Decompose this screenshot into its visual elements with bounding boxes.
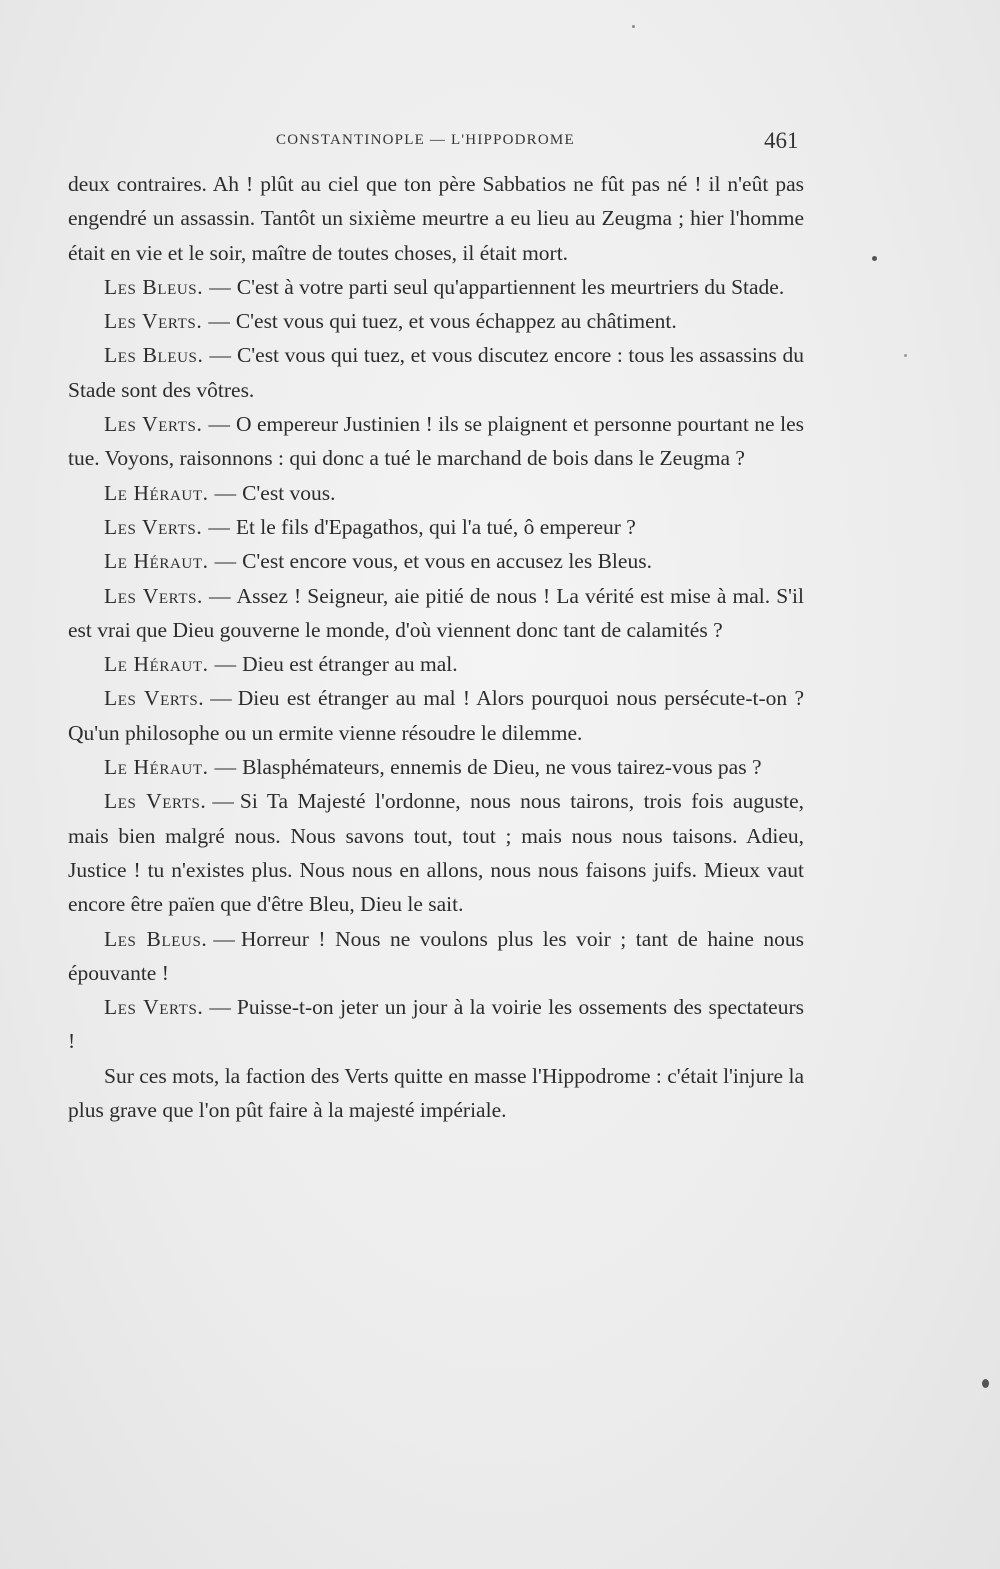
dialogue-paragraph — [68, 510, 804, 544]
paragraph-text: deux contraires. Ah ! plût au ciel que ton père Sabbatios ne fût pas né ! il n'eût pas engendré un assassin. Tantôt un sixième meurtre a eu lieu au Zeugma ; hier l'homme était en vie et le soir, maître de toutes choses, il était mort. — [68, 172, 804, 265]
speaker-name: Le Héraut. — [104, 755, 209, 780]
dialogue-paragraph — [68, 784, 804, 921]
ink-speck — [872, 256, 877, 261]
dialogue-paragraph — [68, 922, 804, 991]
paragraph-text: C'est vous. — [242, 480, 336, 505]
ink-speck — [632, 25, 635, 28]
speaker-name: Les Verts. — [104, 789, 207, 814]
em-dash: — — [214, 652, 237, 677]
em-dash: — — [209, 995, 231, 1020]
ink-speck — [904, 354, 907, 357]
dialogue-paragraph — [68, 647, 804, 681]
paragraph — [68, 1059, 804, 1128]
speaker-name: Les Bleus. — [104, 274, 204, 299]
paragraph-text: Dieu est étranger au mal. — [242, 652, 458, 677]
speaker-name: Les Verts. — [104, 686, 205, 711]
speaker-name: Les Verts. — [104, 309, 203, 334]
speaker-name: Le Héraut. — [104, 549, 209, 574]
speaker-name: Les Verts. — [104, 514, 203, 539]
page-header — [0, 128, 1000, 158]
em-dash: — — [210, 686, 232, 711]
paragraph-text: Assez ! Seigneur, aie pitié de nous ! La vérité est mise à mal. S'il est vrai que Dieu gouverne le monde, d'où viennent donc tant de calamités ? — [68, 583, 804, 642]
em-dash: — — [214, 480, 237, 505]
dialogue-paragraph — [68, 750, 804, 784]
em-dash: — — [214, 755, 237, 780]
speaker-name: Les Bleus. — [104, 926, 208, 951]
dialogue-paragraph — [68, 476, 804, 510]
em-dash: — — [209, 583, 231, 608]
paragraph-text: Puisse-t-on jeter un jour à la voirie les ossements des spectateurs ! — [68, 995, 804, 1054]
paragraph-text: Et le fils d'Epagathos, qui l'a tué, ô empereur ? — [235, 514, 636, 539]
paragraph-text: Dieu est étranger au mal ! Alors pourquoi nous persécute-t-on ? Qu'un philosophe ou un ermite vienne résoudre le dilemme. — [68, 686, 804, 745]
speaker-name: Le Héraut. — [104, 480, 209, 505]
em-dash: — — [209, 274, 231, 299]
paragraph-text: Blasphémateurs, ennemis de Dieu, ne vous tairez-vous pas ? — [242, 755, 762, 780]
speaker-name: Le Héraut. — [104, 652, 209, 677]
em-dash: — — [208, 309, 230, 334]
paragraph-text: C'est encore vous, et vous en accusez les Bleus. — [242, 549, 652, 574]
speaker-name: Les Verts. — [104, 412, 203, 437]
dialogue-paragraph — [68, 579, 804, 648]
paragraph-text: C'est vous qui tuez, et vous échappez au châtiment. — [235, 309, 677, 334]
dialogue-paragraph — [68, 407, 804, 476]
running-head: CONSTANTINOPLE — L'HIPPODROME — [276, 132, 575, 148]
paragraph-text: C'est vous qui tuez, et vous discutez encore : tous les assassins du Stade sont des vôtres. — [68, 343, 804, 402]
ink-speck — [982, 1379, 989, 1388]
em-dash: — — [213, 926, 235, 951]
paragraph-text: Horreur ! Nous ne voulons plus les voir ; tant de haine nous épouvante ! — [68, 926, 804, 985]
dialogue-paragraph — [68, 304, 804, 338]
em-dash: — — [208, 514, 230, 539]
page-number: 461 — [764, 128, 799, 153]
paragraph — [68, 167, 804, 270]
em-dash: — — [208, 412, 230, 437]
dialogue-paragraph — [68, 681, 804, 750]
speaker-name: Les Bleus. — [104, 343, 204, 368]
speaker-name: Les Verts. — [104, 583, 204, 608]
speaker-name: Les Verts. — [104, 995, 204, 1020]
paragraph-text: O empereur Justinien ! ils se plaignent et personne pourtant ne les tue. Voyons, raisonnons : qui donc a tué le marchand de bois dans le Zeugma ? — [68, 412, 804, 471]
paragraph-text: Si Ta Majesté l'ordonne, nous nous tairons, trois fois auguste, mais bien malgré nous. Nous savons tout, tout ; mais nous nous taisons. Adieu, Justice ! tu n'existes plus. Nous nous en allons, nous nous faisons juifs. Mieux vaut encore être païen que d'être Bleu, Dieu le sait. — [68, 789, 804, 917]
dialogue-paragraph — [68, 990, 804, 1059]
em-dash: — — [212, 789, 234, 814]
dialogue-paragraph — [68, 338, 804, 407]
em-dash: — — [214, 549, 237, 574]
body-text — [68, 167, 804, 1127]
paragraph-text: Sur ces mots, la faction des Verts quitte en masse l'Hippodrome : c'était l'injure la plus grave que l'on pût faire à la majesté impériale. — [68, 1063, 804, 1123]
paragraph-text: C'est à votre parti seul qu'appartiennent les meurtriers du Stade. — [236, 274, 785, 299]
dialogue-paragraph — [68, 544, 804, 578]
em-dash: — — [209, 343, 231, 368]
dialogue-paragraph — [68, 270, 804, 304]
